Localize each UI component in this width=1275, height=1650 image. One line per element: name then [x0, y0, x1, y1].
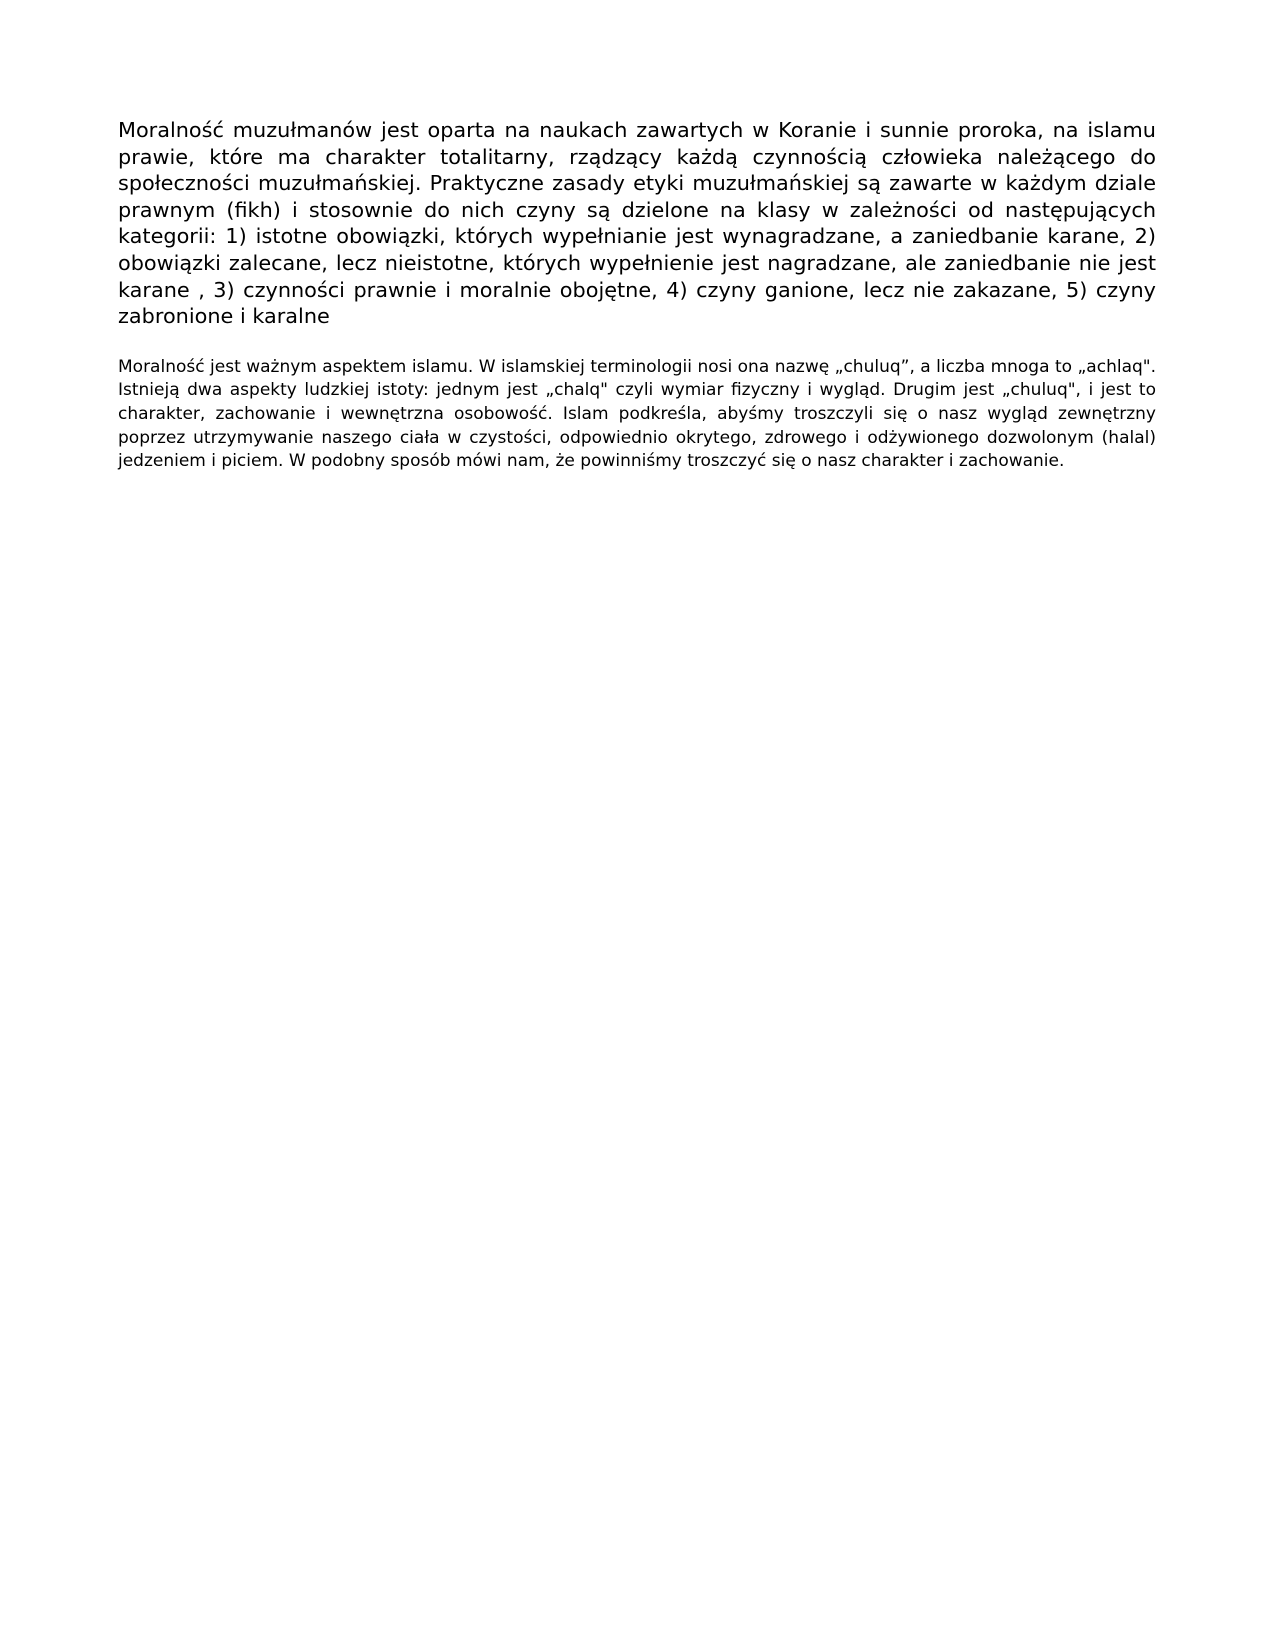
paragraph-muslim-morality-categories: Moralność muzułmanów jest oparta na naukach zawartych w Koranie i sunnie proroka, na islamu prawie, które ma charakter totalitarny, rządzący każdą czynnością człowieka należącego do społeczności muzułmańskiej. Praktyczne zasady etyki muzułmańskiej są zawarte w każdym dziale prawnym (fikh) i stosownie do nich czyny są dzielone na klasy w zależności od następujących kategorii: 1) istotne obowiązki, których wypełnianie jest wynagradzane, a zaniedbanie karane, 2) obowiązki zalecane, lecz nieistotne, których wypełnienie jest nagradzane, ale zaniedbanie nie jest karane , 3) czynności prawnie i moralnie obojętne, 4) czyny ganione, lecz nie zakazane, 5) czyny zabronione i karalne [118, 118, 1156, 329]
document-body [118, 117, 1156, 474]
paragraph-morality-aspect-of-islam: Moralność jest ważnym aspektem islamu. W islamskiej terminologii nosi ona nazwę „chuluq”, a liczba mnoga to „achlaq". Istnieją dwa aspekty ludzkiej istoty: jednym jest „chalq" czyli wymiar fizyczny i wygląd. Drugim jest „chuluq", i jest to charakter, zachowanie i wewnętrzna osobowość. Islam podkreśla, abyśmy troszczyli się o nasz wygląd zewnętrzny poprzez utrzymywanie naszego ciała w czystości, odpowiednio okrytego, zdrowego i odżywionego dozwolonym (halal) jedzeniem i piciem. W podobny sposób mówi nam, że powinniśmy troszczyć się o nasz charakter i zachowanie. [118, 356, 1156, 472]
